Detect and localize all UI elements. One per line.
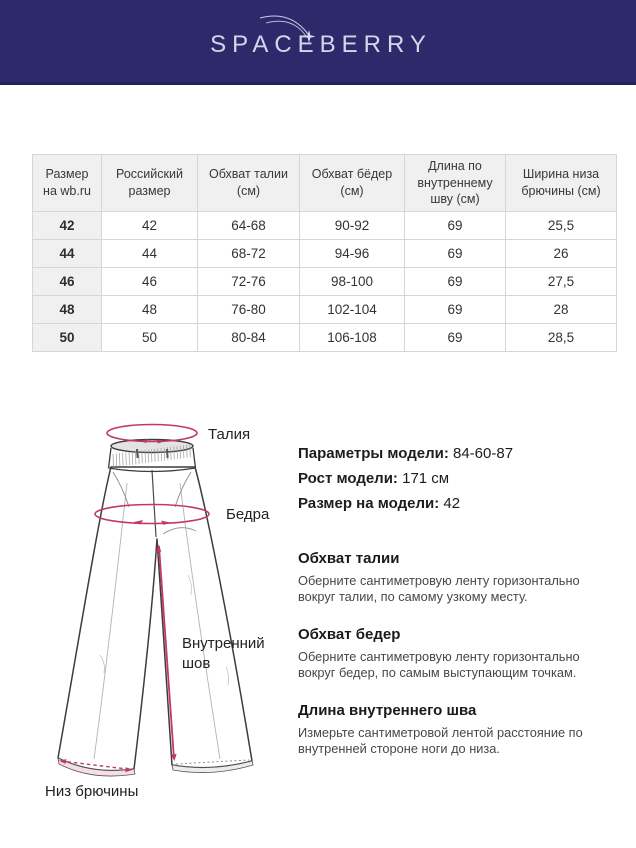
model-height-value: 171 см (402, 470, 450, 487)
size-table-header-row (33, 155, 617, 212)
cell-waist: 68-72 (198, 240, 300, 268)
guide-hips-text: Оберните сантиметровую ленту горизонтально вокруг бедер, по самым выступающим точкам. (298, 649, 580, 680)
cell-waist: 76-80 (198, 296, 300, 324)
model-height-line (298, 466, 620, 491)
cell-inseam: 69 (405, 212, 506, 240)
model-params-value: 84-60-87 (453, 445, 514, 462)
cell-hem: 27,5 (506, 268, 617, 296)
cell-ru-size: 48 (102, 296, 198, 324)
table-row (33, 324, 617, 352)
cell-waist: 64-68 (198, 212, 300, 240)
info-column (298, 441, 620, 777)
cell-ru-size: 50 (102, 324, 198, 352)
waist-label: Талия (208, 426, 251, 443)
table-row (33, 240, 617, 268)
guide-hips-title: Обхват бедер (298, 626, 401, 643)
col-header-hem-width: Ширина низа брючины (см) (506, 155, 617, 212)
col-header-waist: Обхват талии (см) (198, 155, 300, 212)
cell-inseam: 69 (405, 296, 506, 324)
size-table (32, 154, 617, 352)
inseam-label-line1: Внутренний (182, 635, 265, 652)
table-row (33, 212, 617, 240)
guide-waist-text: Оберните сантиметровую ленту горизонтально вокруг талии, по самому узкому месту. (298, 573, 580, 604)
inseam-label-line2: шов (182, 655, 211, 672)
measure-guides (298, 549, 620, 756)
cell-size: 46 (33, 268, 102, 296)
model-size-line (298, 491, 620, 516)
guide-hips (298, 625, 620, 680)
cell-inseam: 69 (405, 240, 506, 268)
cell-inseam: 69 (405, 268, 506, 296)
pants-measurement-diagram (30, 415, 290, 810)
model-height-label: Рост модели: (298, 470, 398, 487)
hem-label: Низ брючины (45, 783, 139, 800)
cell-ru-size: 44 (102, 240, 198, 268)
model-params-label: Параметры модели: (298, 445, 449, 462)
brand-logo: SPACEBERRY (210, 31, 432, 58)
model-params-line (298, 441, 620, 466)
table-row (33, 268, 617, 296)
cell-size: 44 (33, 240, 102, 268)
guide-waist-title: Обхват талии (298, 550, 400, 567)
cell-hips: 90-92 (300, 212, 405, 240)
cell-hips: 98-100 (300, 268, 405, 296)
cell-ru-size: 42 (102, 212, 198, 240)
cell-size: 48 (33, 296, 102, 324)
cell-hem: 28 (506, 296, 617, 324)
hips-label: Бедра (226, 506, 270, 523)
table-row (33, 296, 617, 324)
cell-inseam: 69 (405, 324, 506, 352)
col-header-inseam: Длина по внутреннему шву (см) (405, 155, 506, 212)
cell-waist: 72-76 (198, 268, 300, 296)
cell-hips: 102-104 (300, 296, 405, 324)
col-header-hips: Обхват бёдер (см) (300, 155, 405, 212)
col-header-wb-size: Размер на wb.ru (33, 155, 102, 212)
cell-hem: 26 (506, 240, 617, 268)
guide-inseam (298, 701, 620, 756)
cell-hem: 25,5 (506, 212, 617, 240)
cell-hips: 94-96 (300, 240, 405, 268)
cell-waist: 80-84 (198, 324, 300, 352)
guide-waist (298, 549, 620, 604)
brand-header (0, 0, 636, 85)
model-size-value: 42 (443, 495, 461, 512)
cell-size: 50 (33, 324, 102, 352)
cell-hem: 28,5 (506, 324, 617, 352)
cell-size: 42 (33, 212, 102, 240)
cell-hips: 106-108 (300, 324, 405, 352)
guide-inseam-text: Измерьте сантиметровой лентой расстояние по внутренней стороне ноги до низа. (298, 725, 583, 756)
guide-inseam-title: Длина внутреннего шва (298, 702, 477, 719)
cell-ru-size: 46 (102, 268, 198, 296)
model-size-label: Размер на модели: (298, 495, 440, 512)
col-header-ru-size: Российский размер (102, 155, 198, 212)
